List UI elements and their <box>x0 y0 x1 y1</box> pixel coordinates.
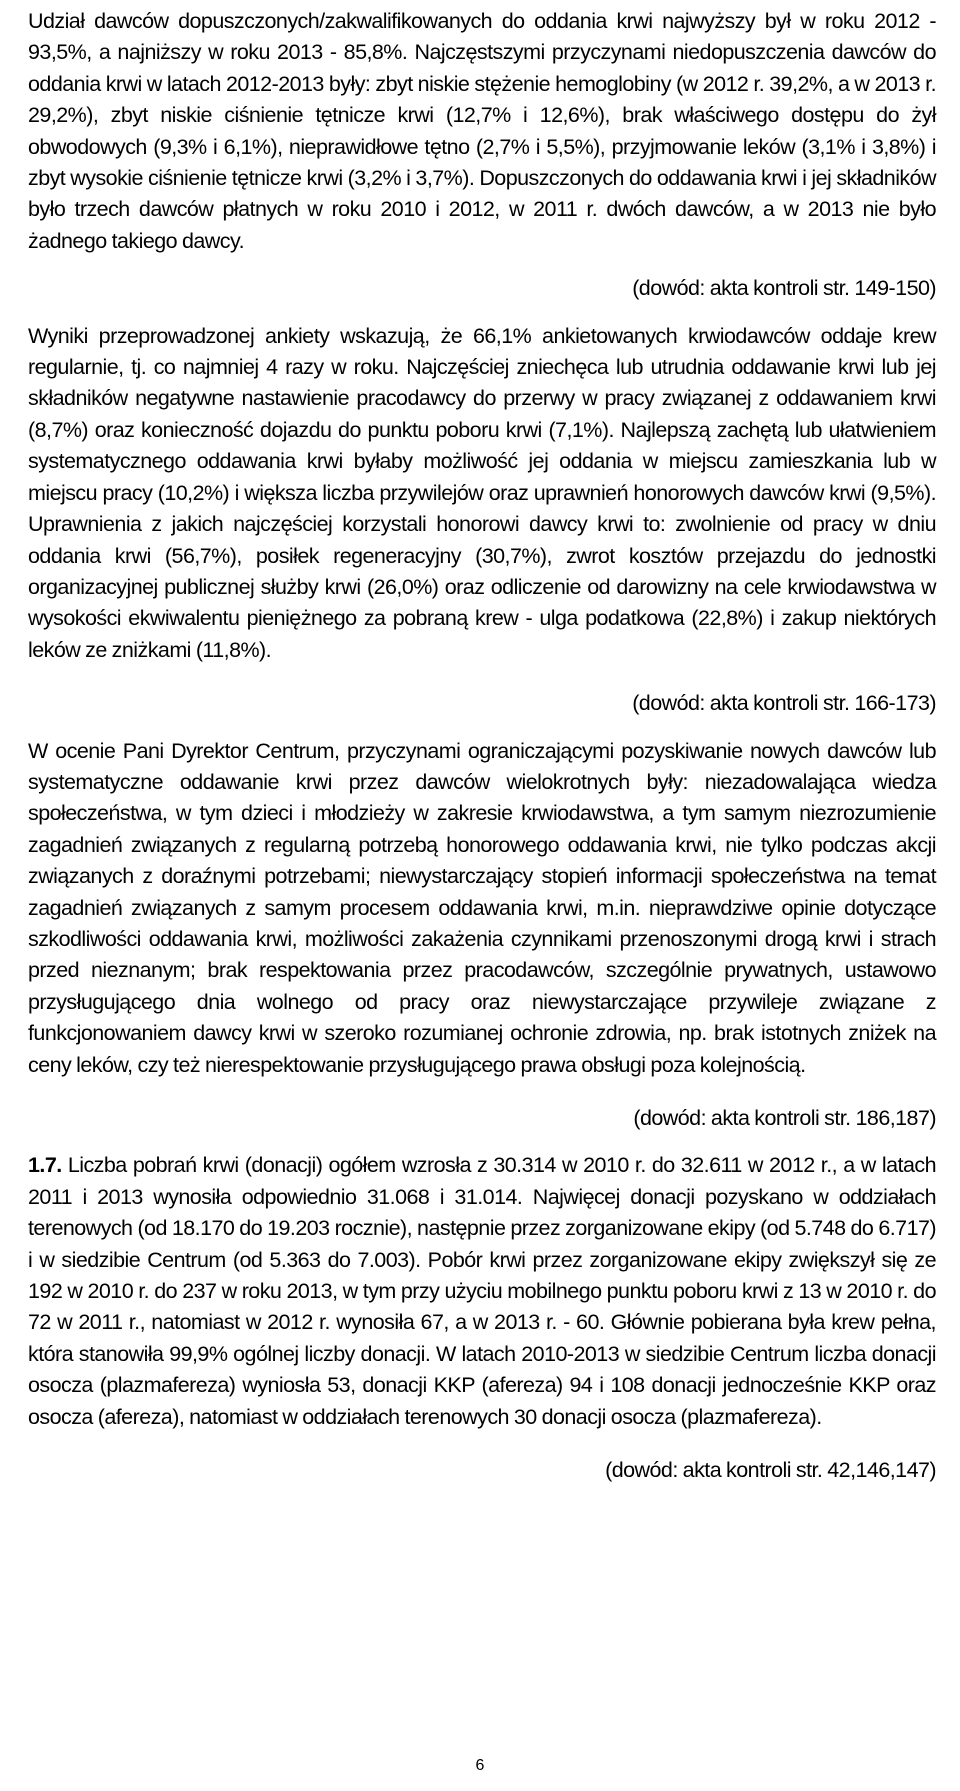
evidence-reference: (dowód: akta kontroli str. 149-150) <box>632 276 936 301</box>
document-body <box>28 6 936 1486</box>
section-number: 1.7. <box>28 1153 62 1178</box>
evidence-reference: (dowód: akta kontroli str. 166-173) <box>632 691 936 716</box>
section-text: Liczba pobrań krwi (donacji) ogółem wzrosła z 30.314 w 2010 r. do 32.611 w 2012 r., a w latach 2011 i 2013 wynosiła odpowiednio 31.068 i 31.014. Najwięcej donacji pozyskano w oddziałach terenowych (od 18.170 do 19.203 rocznie), następnie przez zorganizowane ekipy (od 5.748 do 6.717) i w siedzibie Centrum (od 5.363 do 7.003). Pobór krwi przez zorganizowane ekipy zwiększył się ze 192 w 2010 r. do 237 w roku 2013, w tym przy użyciu mobilnego punktu poboru krwi z 13 w 2010 r. do 72 w 2011 r., natomiast w 2012 r. wynosiła 67, a w 2013 r. - 60. Głównie pobierana była krew pełna, która stanowiła 99,9% ogólnej liczby donacji. W latach 2010-2013 w siedzibie Centrum liczba donacji osocza (plazmafereza) wyniosła 53, donacji KKP (afereza) 94 i 108 donacji jednocześnie KKP oraz osocza (afereza), natomiast w oddziałach terenowych 30 donacji osocza (plazmafereza). <box>28 1153 936 1429</box>
paragraph-survey-results: Wyniki przeprowadzonej ankiety wskazują, że 66,1% ankietowanych krwiodawców oddaje krew regularnie, tj. co najmniej 4 razy w roku. Najczęściej zniechęca lub utrudnia oddawanie krwi lub jej składników negatywne nastawienie pracodawcy do przerwy w pracy związanej z oddawaniem krwi (8,7%) oraz konieczność dojazdu do punktu poboru krwi (7,1%). Najlepszą zachętą lub ułatwieniem systematycznego oddawania krwi byłaby możliwość jej oddania w miejscu zamieszkania lub w miejscu pracy (10,2%) i większa liczba przywilejów oraz uprawnień honorowych dawców krwi (9,5%). Uprawnienia z jakich najczęściej korzystali honorowi dawcy krwi to: zwolnienie od pracy w dniu oddania krwi (56,7%), posiłek regeneracyjny (30,7%), zwrot kosztów przejazdu do jednostki organizacyjnej publicznej służby krwi (26,0%) oraz odliczenie od darowizny na cele krwiodawstwa w wysokości ekwiwalentu pieniężnego za pobraną krew - ulga podatkowa (22,8%) i zakup niektórych leków ze zniżkami (11,8%). <box>28 323 936 662</box>
paragraph-donor-eligibility: Udział dawców dopuszczonych/zakwalifikowanych do oddania krwi najwyższy był w roku 2012 - 93,5%, a najniższy w roku 2013 - 85,8%. Najczęstszymi przyczynami niedopuszczenia dawców do oddania krwi w latach 2012-2013 były: zbyt niskie stężenie hemoglobiny (w 2012 r. 39,2%, a w 2013 r. 29,2%), zbyt niskie ciśnienie tętnicze krwi (12,7% i 12,6%), brak właściwego dostępu do żył obwodowych (9,3% i 6,1%), nieprawidłowe tętno (2,7% i 5,5%), przyjmowanie leków (3,1% i 3,8%) i zbyt wysokie ciśnienie tętnicze krwi (3,2% i 3,7%). Dopuszczonych do oddawania krwi i jej składników było trzech dawców płatnych w roku 2010 i 2012, w 2011 r. dwóch dawców, a w 2013 nie było żadnego takiego dawcy. <box>28 9 936 253</box>
page-number: 6 <box>475 1757 485 1774</box>
evidence-reference: (dowód: akta kontroli str. 42,146,147) <box>605 1458 936 1483</box>
paragraph-director-assessment: W ocenie Pani Dyrektor Centrum, przyczynami ograniczającymi pozyskiwanie nowych dawców lub systematyczne oddawanie krwi przez dawców wielokrotnych były: niezadowalająca wiedza społeczeństwa, w tym dzieci i młodzieży w zakresie krwiodawstwa, a tym samym niezrozumienie zagadnień związanych z regularną potrzebą honorowego oddawania krwi, nie tylko podczas akcji związanych z doraźnymi potrzebami; niewystarczający stopień informacji społeczeństwa na temat zagadnień związanych z samym procesem oddawania krwi, m.in. nieprawdziwe opinie dotyczące szkodliwości oddawania krwi, możliwości zakażenia czynnikami przenoszonymi drogą krwi i strach przed nieznanym; brak respektowania przez pracodawców, szczególnie prywatnych, ustawowo przysługującego dnia wolnego od pracy oraz niewystarczające przywileje związane z funkcjonowaniem dawcy krwi w szeroko rozumianej ochronie zdrowia, np. brak istotnych zniżek na ceny leków, czy też nierespektowanie przysługującego prawa obsługi poza kolejnością. <box>28 738 936 1077</box>
evidence-reference: (dowód: akta kontroli str. 186,187) <box>633 1106 936 1130</box>
paragraph-donations-count <box>28 1150 936 1433</box>
